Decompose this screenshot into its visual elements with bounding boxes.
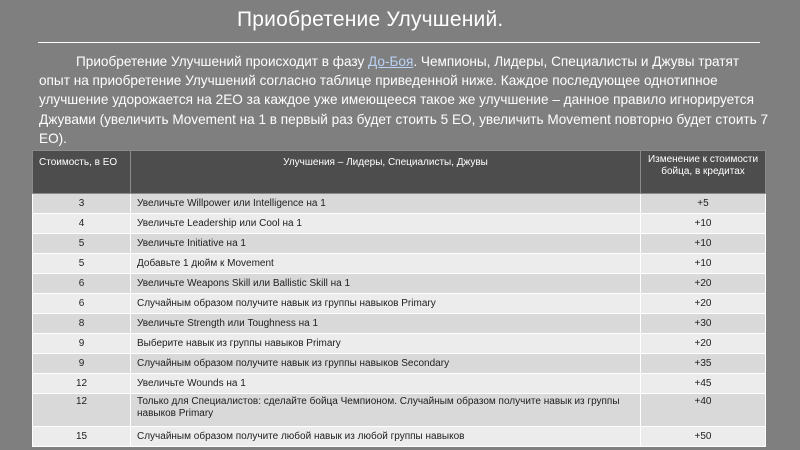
table-row bbox=[33, 427, 766, 447]
table-row bbox=[33, 274, 766, 294]
table-row bbox=[33, 194, 766, 214]
cell-cost: 12 bbox=[33, 394, 131, 427]
cell-value: +20 bbox=[641, 334, 766, 354]
cell-value: +10 bbox=[641, 214, 766, 234]
cell-value: +40 bbox=[641, 394, 766, 427]
cell-upgrade: Увеличьте Leadership или Cool на 1 bbox=[131, 214, 641, 234]
cell-value: +10 bbox=[641, 234, 766, 254]
cell-cost: 6 bbox=[33, 294, 131, 314]
pre-battle-link[interactable]: До-Боя bbox=[368, 54, 414, 69]
table-row bbox=[33, 334, 766, 354]
page-title: Приобретение Улучшений. bbox=[237, 8, 504, 31]
title-divider bbox=[38, 42, 760, 43]
intro-text-before: Приобретение Улучшений происходит в фазу bbox=[76, 54, 369, 69]
cell-cost: 9 bbox=[33, 354, 131, 374]
cell-upgrade: Случайным образом получите навык из группы навыков Secondary bbox=[131, 354, 641, 374]
cell-value: +20 bbox=[641, 274, 766, 294]
intro-text-after: . Чемпионы, Лидеры, Специалисты и Джувы тратят опыт на приобретение Улучшений согласно таблице приведенной ниже. Каждое последующее однотипное улучшение удорожается на 2ЕО за каждое уже имеющееся такое же улучшение – данное правило игнорируется Джувами (увеличить Movement на 1 в первый раз будет стоить 5 ЕО, увеличить Movement повторно будет стоить 7 ЕО). bbox=[39, 54, 769, 146]
cell-upgrade: Увеличьте Strength или Toughness на 1 bbox=[131, 314, 641, 334]
cell-upgrade: Увеличьте Weapons Skill или Ballistic Skill на 1 bbox=[131, 274, 641, 294]
cell-value: +50 bbox=[641, 427, 766, 447]
cell-upgrade: Увеличьте Initiative на 1 bbox=[131, 234, 641, 254]
table-row bbox=[33, 394, 766, 427]
cell-value: +45 bbox=[641, 374, 766, 394]
table-row bbox=[33, 354, 766, 374]
table-row bbox=[33, 294, 766, 314]
cell-upgrade: Увеличьте Willpower или Intelligence на 1 bbox=[131, 194, 641, 214]
header-value: Изменение к стоимости бойца, в кредитах bbox=[641, 151, 766, 194]
cell-value: +10 bbox=[641, 254, 766, 274]
table-row bbox=[33, 254, 766, 274]
cell-cost: 3 bbox=[33, 194, 131, 214]
cell-value: +5 bbox=[641, 194, 766, 214]
cell-cost: 6 bbox=[33, 274, 131, 294]
cell-cost: 5 bbox=[33, 254, 131, 274]
cell-upgrade: Добавьте 1 дюйм к Movement bbox=[131, 254, 641, 274]
cell-cost: 4 bbox=[33, 214, 131, 234]
table-row bbox=[33, 314, 766, 334]
cell-cost: 12 bbox=[33, 374, 131, 394]
cell-cost: 9 bbox=[33, 334, 131, 354]
cell-upgrade: Выберите навык из группы навыков Primary bbox=[131, 334, 641, 354]
cell-upgrade: Увеличьте Wounds на 1 bbox=[131, 374, 641, 394]
cell-cost: 5 bbox=[33, 234, 131, 254]
cell-upgrade: Только для Специалистов: сделайте бойца Чемпионом. Случайным образом получите навык из группы навыков Primary bbox=[131, 394, 641, 427]
header-upgrade: Улучшения – Лидеры, Специалисты, Джувы bbox=[131, 151, 641, 194]
table-row bbox=[33, 214, 766, 234]
table-row bbox=[33, 234, 766, 254]
table-header-row bbox=[33, 151, 766, 194]
cell-value: +20 bbox=[641, 294, 766, 314]
cell-value: +35 bbox=[641, 354, 766, 374]
cell-cost: 8 bbox=[33, 314, 131, 334]
cell-upgrade: Случайным образом получите любой навык из любой группы навыков bbox=[131, 427, 641, 447]
cell-value: +30 bbox=[641, 314, 766, 334]
table-row bbox=[33, 374, 766, 394]
header-cost: Стоимость, в ЕО bbox=[33, 151, 131, 194]
upgrades-table bbox=[32, 150, 766, 447]
cell-upgrade: Случайным образом получите навык из группы навыков Primary bbox=[131, 294, 641, 314]
intro-paragraph bbox=[39, 52, 769, 148]
cell-cost: 15 bbox=[33, 427, 131, 447]
